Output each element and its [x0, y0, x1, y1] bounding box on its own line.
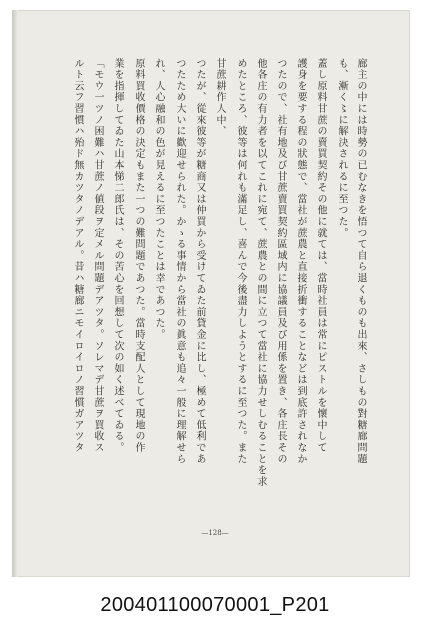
page-number: —128— [201, 529, 229, 537]
text-column: 蓋し原料甘蔗の賣買契約その他に就ては、當時社員は常にピストルを懷中して [315, 58, 326, 454]
text-column: 他各庄の有力者を以てこれに宛て、蔗農との間に立つて當社に協力せしむることを求 [255, 58, 266, 488]
vertical-text-body [62, 58, 367, 520]
text-column: ルト云フ習慣ハ殆ド無カツタノデアル。昔ハ糖廊ニモイロイロノ習慣ガアツタ [72, 58, 83, 454]
text-column: 原料買收價格の決定もまた一つの難問題であつた。當時支配人として現地の作 [133, 58, 144, 454]
text-column: つたため大いに歡迎せられた。かゝる事情から當社の眞意も追々一般に理解せら [174, 58, 185, 465]
text-column: 業を指揮してゐた山本悌二郎氏は、その苦心を回想して次の如く述べてゐる。 [112, 58, 123, 454]
image-caption: 200401100070001_P201 [100, 594, 330, 616]
text-column: も、漸く〻に解決されるに至つた。 [336, 58, 347, 239]
text-column: めたところ、彼等は何れも滿足し、喜んで今後盡力しようとするに至つた。また [235, 58, 246, 465]
text-column: れ、人心融和の色が見えるに至つたことは幸であつた。 [153, 58, 164, 341]
text-column: つたので、社有地及び甘蔗賣買契約區域内に協議員及び用係を置き、各庄長その [275, 58, 286, 465]
text-column: 甘蔗耕作人中、 [214, 58, 225, 138]
page-gutter-shadow [12, 10, 18, 577]
text-column: 護身を要する程の狀態で、當社が蔗農と直接折衝することなどは到底許されなか [295, 58, 306, 465]
text-column: 廊主の中には時勢の已むなきを悟つて自ら退くものも出來、さしもの對糖廊問題 [355, 58, 366, 465]
text-column: つたが、從來彼等が糖商又は仲買から受けてゐた前貸金に比し、極めて低利であ [194, 58, 205, 465]
text-column: 「モウ一ツノ困難ハ甘蔗ノ値段ヲ定メル問題デアツタ。ソレマデ甘蔗ヲ買收ス [92, 58, 103, 454]
